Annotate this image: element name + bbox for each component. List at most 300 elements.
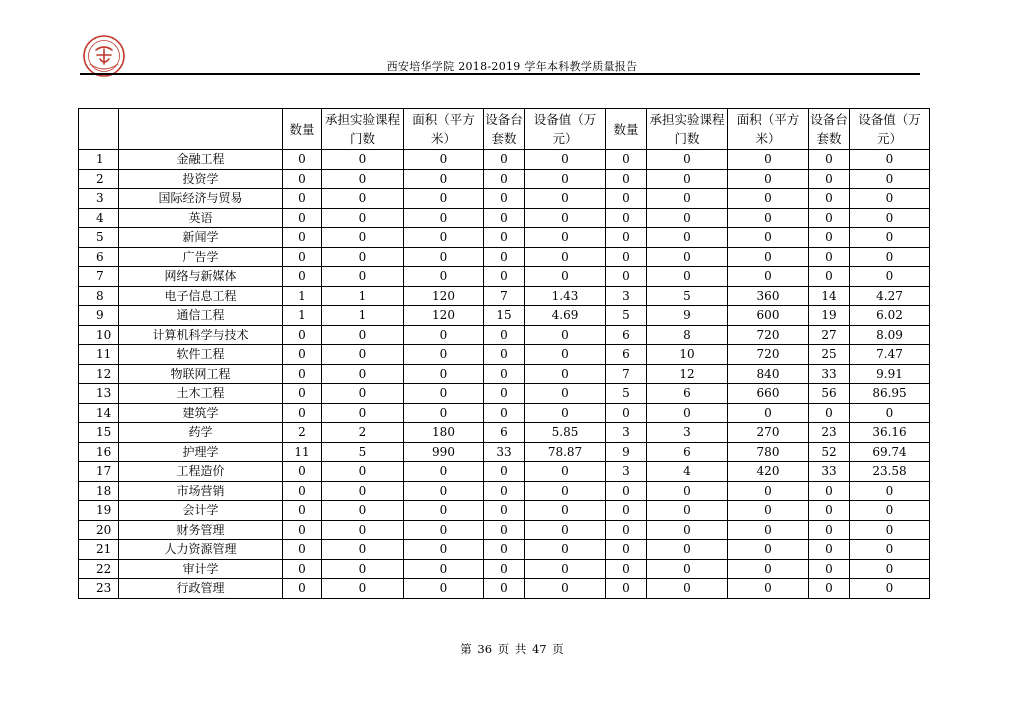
value-cell: 4: [647, 462, 728, 482]
value-cell: 10: [647, 345, 728, 365]
value-cell: 0: [647, 520, 728, 540]
value-cell: 0: [283, 384, 322, 404]
value-cell: 0: [484, 228, 525, 248]
value-cell: 360: [728, 286, 809, 306]
major-name-cell: 网络与新媒体: [119, 267, 283, 287]
value-cell: 0: [647, 481, 728, 501]
lab-facilities-table: [78, 108, 930, 599]
value-cell: 0: [322, 247, 404, 267]
value-cell: 2: [322, 423, 404, 443]
row-index-cell: 13: [79, 384, 119, 404]
value-cell: 0: [525, 481, 606, 501]
value-cell: 0: [525, 384, 606, 404]
value-cell: 0: [322, 189, 404, 209]
value-cell: 12: [647, 364, 728, 384]
value-cell: 0: [850, 579, 930, 599]
value-cell: 0: [850, 169, 930, 189]
value-cell: 1.43: [525, 286, 606, 306]
value-cell: 0: [647, 208, 728, 228]
value-cell: 0: [484, 189, 525, 209]
major-name-cell: 软件工程: [119, 345, 283, 365]
value-cell: 0: [283, 520, 322, 540]
value-cell: 0: [809, 169, 850, 189]
row-index-cell: 22: [79, 559, 119, 579]
table-row: [79, 501, 930, 521]
value-cell: 0: [404, 384, 484, 404]
table-row: [79, 423, 930, 443]
column-header: 承担实验课程门数: [322, 109, 404, 150]
table-row: [79, 228, 930, 248]
table-header-row: [79, 109, 930, 150]
value-cell: 0: [484, 403, 525, 423]
value-cell: 0: [283, 462, 322, 482]
value-cell: 0: [404, 481, 484, 501]
report-header-title: 西安培华学院 2018-2019 学年本科教学质量报告: [386, 60, 638, 73]
major-name-cell: 金融工程: [119, 150, 283, 170]
row-index-cell: 1: [79, 150, 119, 170]
value-cell: 0: [525, 403, 606, 423]
value-cell: 0: [850, 267, 930, 287]
value-cell: 0: [850, 208, 930, 228]
value-cell: 0: [850, 247, 930, 267]
value-cell: 0: [484, 345, 525, 365]
value-cell: 33: [809, 364, 850, 384]
value-cell: 4.27: [850, 286, 930, 306]
value-cell: 5.85: [525, 423, 606, 443]
value-cell: 0: [728, 228, 809, 248]
value-cell: 0: [484, 520, 525, 540]
value-cell: 27: [809, 325, 850, 345]
major-name-cell: 广告学: [119, 247, 283, 267]
value-cell: 0: [728, 267, 809, 287]
table-row: [79, 325, 930, 345]
value-cell: 0: [850, 403, 930, 423]
value-cell: 0: [283, 247, 322, 267]
value-cell: 0: [322, 364, 404, 384]
value-cell: 0: [647, 579, 728, 599]
value-cell: 0: [283, 403, 322, 423]
value-cell: 0: [404, 364, 484, 384]
value-cell: 0: [606, 267, 647, 287]
value-cell: 0: [809, 579, 850, 599]
value-cell: 9.91: [850, 364, 930, 384]
value-cell: 0: [322, 267, 404, 287]
major-name-cell: 英语: [119, 208, 283, 228]
value-cell: 0: [484, 540, 525, 560]
value-cell: 0: [606, 169, 647, 189]
value-cell: 0: [728, 208, 809, 228]
value-cell: 6: [647, 384, 728, 404]
value-cell: 0: [606, 481, 647, 501]
column-header: [79, 109, 119, 150]
row-index-cell: 15: [79, 423, 119, 443]
value-cell: 0: [404, 189, 484, 209]
value-cell: 0: [322, 208, 404, 228]
value-cell: 0: [322, 501, 404, 521]
value-cell: 0: [484, 150, 525, 170]
value-cell: 0: [525, 169, 606, 189]
value-cell: 0: [728, 540, 809, 560]
page-number-footer: 第 36 页 共 47 页: [460, 642, 564, 656]
value-cell: 0: [525, 540, 606, 560]
value-cell: 0: [850, 540, 930, 560]
value-cell: 0: [647, 267, 728, 287]
value-cell: 0: [525, 501, 606, 521]
value-cell: 0: [809, 481, 850, 501]
row-index-cell: 11: [79, 345, 119, 365]
value-cell: 0: [850, 520, 930, 540]
column-header: [119, 109, 283, 150]
value-cell: 0: [525, 364, 606, 384]
value-cell: 780: [728, 442, 809, 462]
value-cell: 720: [728, 325, 809, 345]
value-cell: 0: [283, 345, 322, 365]
value-cell: 23: [809, 423, 850, 443]
table-body: [79, 150, 930, 599]
value-cell: 840: [728, 364, 809, 384]
value-cell: 3: [606, 462, 647, 482]
value-cell: 8.09: [850, 325, 930, 345]
value-cell: 0: [283, 150, 322, 170]
value-cell: 0: [484, 247, 525, 267]
value-cell: 0: [525, 520, 606, 540]
value-cell: 7: [484, 286, 525, 306]
value-cell: 0: [404, 208, 484, 228]
value-cell: 0: [525, 228, 606, 248]
value-cell: 0: [647, 169, 728, 189]
value-cell: 11: [283, 442, 322, 462]
value-cell: 0: [525, 247, 606, 267]
table-row: [79, 559, 930, 579]
major-name-cell: 电子信息工程: [119, 286, 283, 306]
column-header: 设备值（万元）: [850, 109, 930, 150]
value-cell: 6.02: [850, 306, 930, 326]
table-row: [79, 306, 930, 326]
value-cell: 0: [404, 559, 484, 579]
value-cell: 0: [283, 481, 322, 501]
table-row: [79, 247, 930, 267]
major-name-cell: 审计学: [119, 559, 283, 579]
major-name-cell: 计算机科学与技术: [119, 325, 283, 345]
value-cell: 0: [647, 150, 728, 170]
value-cell: 0: [606, 228, 647, 248]
value-cell: 0: [283, 579, 322, 599]
column-header: 设备值（万元）: [525, 109, 606, 150]
row-index-cell: 3: [79, 189, 119, 209]
value-cell: 0: [283, 325, 322, 345]
value-cell: 0: [404, 228, 484, 248]
value-cell: 0: [809, 559, 850, 579]
table-row: [79, 520, 930, 540]
value-cell: 33: [484, 442, 525, 462]
value-cell: 0: [850, 189, 930, 209]
value-cell: 0: [283, 364, 322, 384]
table-row: [79, 579, 930, 599]
major-name-cell: 人力资源管理: [119, 540, 283, 560]
column-header: 数量: [606, 109, 647, 150]
table-row: [79, 442, 930, 462]
major-name-cell: 新闻学: [119, 228, 283, 248]
value-cell: 0: [728, 169, 809, 189]
value-cell: 0: [850, 150, 930, 170]
value-cell: 0: [728, 579, 809, 599]
value-cell: 0: [404, 247, 484, 267]
value-cell: 0: [606, 520, 647, 540]
table-row: [79, 345, 930, 365]
row-index-cell: 7: [79, 267, 119, 287]
value-cell: 0: [484, 462, 525, 482]
value-cell: 0: [322, 579, 404, 599]
value-cell: 0: [606, 579, 647, 599]
value-cell: 0: [484, 325, 525, 345]
row-index-cell: 8: [79, 286, 119, 306]
value-cell: 25: [809, 345, 850, 365]
value-cell: 0: [728, 501, 809, 521]
value-cell: 0: [404, 462, 484, 482]
value-cell: 0: [606, 559, 647, 579]
value-cell: 0: [809, 189, 850, 209]
value-cell: 0: [404, 150, 484, 170]
row-index-cell: 20: [79, 520, 119, 540]
value-cell: 0: [322, 150, 404, 170]
row-index-cell: 12: [79, 364, 119, 384]
value-cell: 7: [606, 364, 647, 384]
value-cell: 0: [404, 325, 484, 345]
value-cell: 0: [404, 501, 484, 521]
value-cell: 0: [525, 325, 606, 345]
value-cell: 0: [283, 208, 322, 228]
major-name-cell: 护理学: [119, 442, 283, 462]
value-cell: 0: [322, 345, 404, 365]
value-cell: 660: [728, 384, 809, 404]
value-cell: 1: [283, 286, 322, 306]
value-cell: 0: [525, 579, 606, 599]
table-row: [79, 208, 930, 228]
value-cell: 0: [484, 364, 525, 384]
value-cell: 0: [283, 267, 322, 287]
value-cell: 0: [606, 501, 647, 521]
value-cell: 9: [606, 442, 647, 462]
row-index-cell: 14: [79, 403, 119, 423]
table-row: [79, 267, 930, 287]
value-cell: 0: [283, 540, 322, 560]
row-index-cell: 19: [79, 501, 119, 521]
value-cell: 0: [404, 169, 484, 189]
major-name-cell: 土木工程: [119, 384, 283, 404]
value-cell: 33: [809, 462, 850, 482]
value-cell: 6: [606, 345, 647, 365]
value-cell: 0: [606, 189, 647, 209]
major-name-cell: 市场营销: [119, 481, 283, 501]
value-cell: 2: [283, 423, 322, 443]
value-cell: 6: [647, 442, 728, 462]
value-cell: 0: [850, 228, 930, 248]
value-cell: 0: [283, 228, 322, 248]
value-cell: 1: [322, 286, 404, 306]
value-cell: 0: [404, 540, 484, 560]
value-cell: 180: [404, 423, 484, 443]
row-index-cell: 18: [79, 481, 119, 501]
major-name-cell: 通信工程: [119, 306, 283, 326]
row-index-cell: 4: [79, 208, 119, 228]
value-cell: 0: [809, 403, 850, 423]
value-cell: 8: [647, 325, 728, 345]
row-index-cell: 2: [79, 169, 119, 189]
value-cell: 0: [283, 501, 322, 521]
value-cell: 0: [322, 481, 404, 501]
value-cell: 0: [525, 462, 606, 482]
value-cell: 0: [809, 501, 850, 521]
value-cell: 0: [728, 247, 809, 267]
value-cell: 0: [283, 189, 322, 209]
value-cell: 0: [484, 384, 525, 404]
major-name-cell: 行政管理: [119, 579, 283, 599]
value-cell: 0: [850, 481, 930, 501]
major-name-cell: 物联网工程: [119, 364, 283, 384]
table-row: [79, 384, 930, 404]
value-cell: 0: [728, 559, 809, 579]
value-cell: 0: [484, 501, 525, 521]
value-cell: 0: [647, 228, 728, 248]
value-cell: 0: [728, 189, 809, 209]
value-cell: 0: [322, 384, 404, 404]
value-cell: 0: [728, 520, 809, 540]
table-row: [79, 286, 930, 306]
value-cell: 0: [809, 150, 850, 170]
table-row: [79, 403, 930, 423]
value-cell: 3: [606, 286, 647, 306]
value-cell: 0: [606, 403, 647, 423]
row-index-cell: 5: [79, 228, 119, 248]
value-cell: 3: [606, 423, 647, 443]
value-cell: 0: [404, 267, 484, 287]
value-cell: 5: [606, 306, 647, 326]
value-cell: 270: [728, 423, 809, 443]
value-cell: 0: [322, 169, 404, 189]
row-index-cell: 16: [79, 442, 119, 462]
value-cell: 0: [606, 247, 647, 267]
value-cell: 0: [525, 345, 606, 365]
value-cell: 9: [647, 306, 728, 326]
value-cell: 0: [850, 501, 930, 521]
value-cell: 0: [647, 189, 728, 209]
value-cell: 14: [809, 286, 850, 306]
major-name-cell: 药学: [119, 423, 283, 443]
value-cell: 69.74: [850, 442, 930, 462]
table-row: [79, 364, 930, 384]
row-index-cell: 6: [79, 247, 119, 267]
value-cell: 0: [484, 559, 525, 579]
value-cell: 0: [283, 169, 322, 189]
table-row: [79, 481, 930, 501]
value-cell: 5: [647, 286, 728, 306]
value-cell: 1: [283, 306, 322, 326]
value-cell: 0: [322, 559, 404, 579]
value-cell: 0: [647, 559, 728, 579]
value-cell: 0: [606, 150, 647, 170]
value-cell: 15: [484, 306, 525, 326]
value-cell: 0: [809, 267, 850, 287]
value-cell: 0: [728, 481, 809, 501]
table-row: [79, 189, 930, 209]
value-cell: 0: [484, 267, 525, 287]
column-header: 设备台套数: [809, 109, 850, 150]
value-cell: 0: [525, 208, 606, 228]
value-cell: 0: [484, 169, 525, 189]
value-cell: 5: [606, 384, 647, 404]
value-cell: 0: [728, 150, 809, 170]
major-name-cell: 会计学: [119, 501, 283, 521]
major-name-cell: 财务管理: [119, 520, 283, 540]
value-cell: 0: [647, 247, 728, 267]
major-name-cell: 工程造价: [119, 462, 283, 482]
value-cell: 0: [283, 559, 322, 579]
value-cell: 0: [809, 228, 850, 248]
value-cell: 0: [322, 325, 404, 345]
table-row: [79, 150, 930, 170]
value-cell: 3: [647, 423, 728, 443]
value-cell: 86.95: [850, 384, 930, 404]
table-row: [79, 462, 930, 482]
value-cell: 0: [322, 228, 404, 248]
value-cell: 0: [404, 520, 484, 540]
value-cell: 600: [728, 306, 809, 326]
value-cell: 0: [525, 267, 606, 287]
value-cell: 0: [484, 579, 525, 599]
table-row: [79, 169, 930, 189]
value-cell: 0: [647, 403, 728, 423]
value-cell: 0: [850, 559, 930, 579]
column-header: 承担实验课程门数: [647, 109, 728, 150]
value-cell: 0: [322, 540, 404, 560]
row-index-cell: 21: [79, 540, 119, 560]
value-cell: 0: [404, 579, 484, 599]
value-cell: 0: [809, 520, 850, 540]
value-cell: 990: [404, 442, 484, 462]
table-row: [79, 540, 930, 560]
header-divider: [80, 73, 920, 75]
value-cell: 5: [322, 442, 404, 462]
value-cell: 56: [809, 384, 850, 404]
column-header: 设备台套数: [484, 109, 525, 150]
column-header: 面积（平方米）: [404, 109, 484, 150]
row-index-cell: 17: [79, 462, 119, 482]
value-cell: 0: [647, 501, 728, 521]
value-cell: 78.87: [525, 442, 606, 462]
value-cell: 0: [647, 540, 728, 560]
column-header: 数量: [283, 109, 322, 150]
value-cell: 6: [606, 325, 647, 345]
major-name-cell: 国际经济与贸易: [119, 189, 283, 209]
value-cell: 0: [404, 403, 484, 423]
value-cell: 0: [484, 208, 525, 228]
value-cell: 0: [322, 520, 404, 540]
value-cell: 19: [809, 306, 850, 326]
value-cell: 0: [525, 559, 606, 579]
major-name-cell: 投资学: [119, 169, 283, 189]
value-cell: 4.69: [525, 306, 606, 326]
value-cell: 0: [606, 540, 647, 560]
value-cell: 0: [322, 403, 404, 423]
value-cell: 0: [322, 462, 404, 482]
value-cell: 0: [525, 150, 606, 170]
value-cell: 120: [404, 306, 484, 326]
value-cell: 36.16: [850, 423, 930, 443]
value-cell: 0: [809, 208, 850, 228]
column-header: 面积（平方米）: [728, 109, 809, 150]
value-cell: 52: [809, 442, 850, 462]
value-cell: 0: [728, 403, 809, 423]
